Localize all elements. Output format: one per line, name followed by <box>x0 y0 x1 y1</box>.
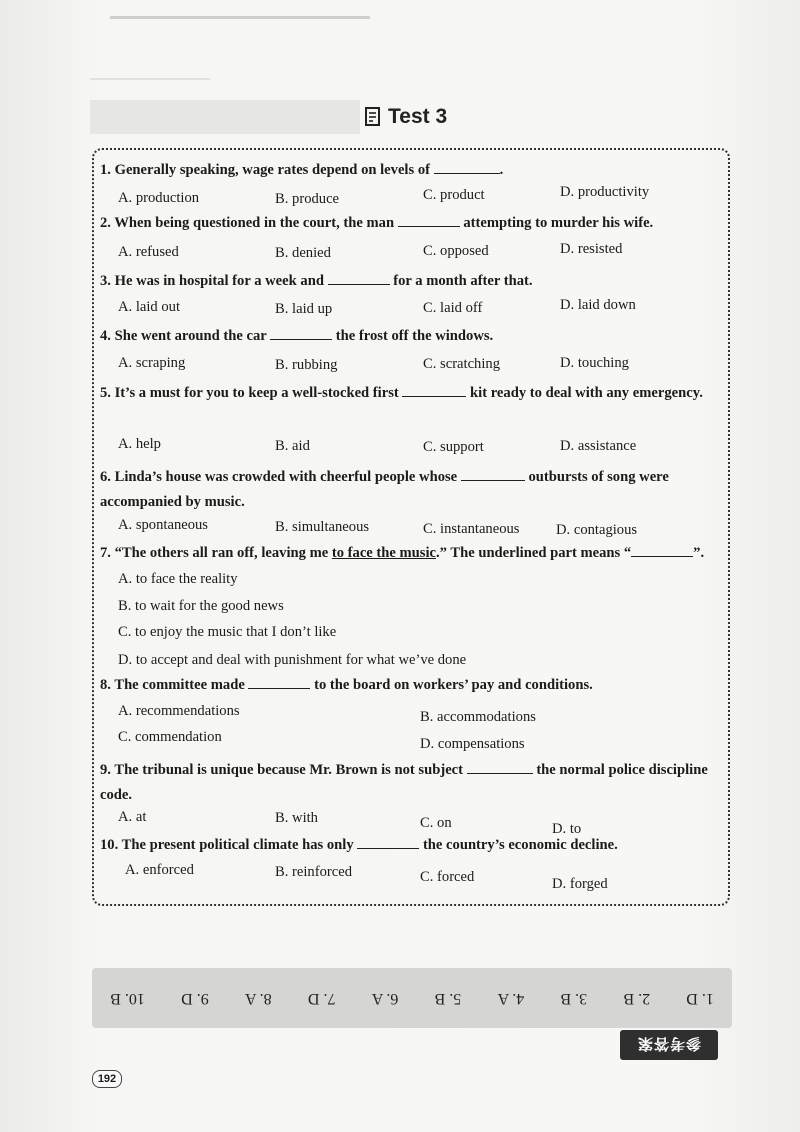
option-a: A. scraping <box>118 355 186 371</box>
question-10: 10. The present political climate has only the country’s economic decline. <box>100 837 618 853</box>
page-title-text: Test 3 <box>388 105 448 128</box>
option-b: B. produce <box>275 191 340 207</box>
option-c: C. scratching <box>423 356 501 372</box>
option-c: C. product <box>423 187 485 203</box>
answer-item: 7. D <box>307 990 336 1007</box>
option-a: A. enforced <box>125 862 194 878</box>
option-a: A. spontaneous <box>118 517 208 533</box>
answer-blank <box>270 329 332 340</box>
option-d: D. resisted <box>560 241 623 257</box>
option-b: B. denied <box>275 245 331 261</box>
answer-blank <box>357 838 419 849</box>
option-a: A. laid out <box>118 299 181 315</box>
answer-item: 9. D <box>181 990 209 1007</box>
option-a: A. help <box>118 436 161 452</box>
answer-item: 4. A <box>497 990 525 1007</box>
answer-key-badge <box>620 1030 718 1060</box>
option-a: A. recommendations <box>118 703 240 719</box>
question-3: 3. He was in hospital for a week and for a month after that. <box>100 273 533 289</box>
option-b: B. laid up <box>275 301 333 317</box>
question-2: 2. When being questioned in the court, the man attempting to murder his wife. <box>100 215 654 231</box>
answer-item: 1. D <box>686 990 714 1007</box>
question-4: 4. She went around the car the frost off the windows. <box>100 328 494 344</box>
page-number: 192 <box>92 1070 122 1088</box>
option-c: C. commendation <box>118 729 222 745</box>
top-rule <box>110 16 370 19</box>
answer-item: 5. B <box>434 990 462 1007</box>
answer-item: 2. B <box>623 990 651 1007</box>
option-a: A. at <box>118 809 147 825</box>
question-5: 5. It’s a must for you to keep a well-stocked first kit ready to deal with any emergency. <box>100 385 703 401</box>
bleed-through-banner <box>90 100 360 134</box>
option-a: A. refused <box>118 244 179 260</box>
option-d: D. contagious <box>556 522 638 538</box>
answer-blank <box>402 386 466 397</box>
option-c: C. on <box>420 815 452 831</box>
option-d: D. productivity <box>560 184 650 200</box>
option-c: C. forced <box>420 869 475 885</box>
option-b: B. reinforced <box>275 864 352 880</box>
option-d: D. to accept and deal with punishment for what we’ve done <box>118 652 467 668</box>
answer-blank <box>434 163 500 174</box>
option-c: C. support <box>423 439 484 455</box>
option-c: C. laid off <box>423 300 483 316</box>
option-d: D. assistance <box>560 438 637 454</box>
option-d: D. forged <box>552 876 608 892</box>
option-a: A. to face the reality <box>118 571 238 587</box>
answer-blank <box>398 216 460 227</box>
answer-blank <box>328 274 390 285</box>
answer-item: 8. A <box>244 990 272 1007</box>
option-c: C. opposed <box>423 243 489 259</box>
option-b: B. rubbing <box>275 357 338 373</box>
answer-blank <box>248 678 310 689</box>
test-paper-icon <box>364 107 382 127</box>
answer-blank <box>461 470 525 481</box>
option-c: C. to enjoy the music that I don’t like <box>118 624 337 640</box>
answer-item: 10. B <box>110 990 145 1007</box>
answer-item: 3. B <box>560 990 588 1007</box>
question-8: 8. The committee made to the board on workers’ pay and conditions. <box>100 677 593 693</box>
option-b: B. with <box>275 810 318 826</box>
option-d: D. touching <box>560 355 629 371</box>
option-b: B. to wait for the good news <box>118 598 284 614</box>
page-title <box>364 102 447 132</box>
option-c: C. instantaneous <box>423 521 520 537</box>
underlined-phrase: to face the music <box>331 545 437 561</box>
question-6: 6. Linda’s house was crowded with cheerful people whose outbursts of song were accompanied by music. <box>100 469 669 510</box>
option-a: A. production <box>118 190 200 206</box>
answer-key-strip <box>92 968 732 1028</box>
question-7: 7. “The others all ran off, leaving me to face the music.” The underlined part means “ ”. <box>100 545 705 561</box>
answer-blank <box>631 546 693 557</box>
option-b: B. simultaneous <box>275 519 370 535</box>
option-d: D. laid down <box>560 297 636 313</box>
option-d: D. to <box>552 821 582 837</box>
option-d: D. compensations <box>420 736 525 752</box>
answer-blank <box>467 763 533 774</box>
option-b: B. aid <box>275 438 310 454</box>
answer-key-heading: 参考答案 <box>637 1035 702 1054</box>
bleed-through-header <box>90 56 210 80</box>
option-b: B. accommodations <box>420 709 536 725</box>
answer-item: 6. A <box>371 990 399 1007</box>
question-9: 9. The tribunal is unique because Mr. Brown is not subject the normal police discipline code. <box>100 762 708 803</box>
question-1: 1. Generally speaking, wage rates depend on levels of . <box>100 162 504 178</box>
